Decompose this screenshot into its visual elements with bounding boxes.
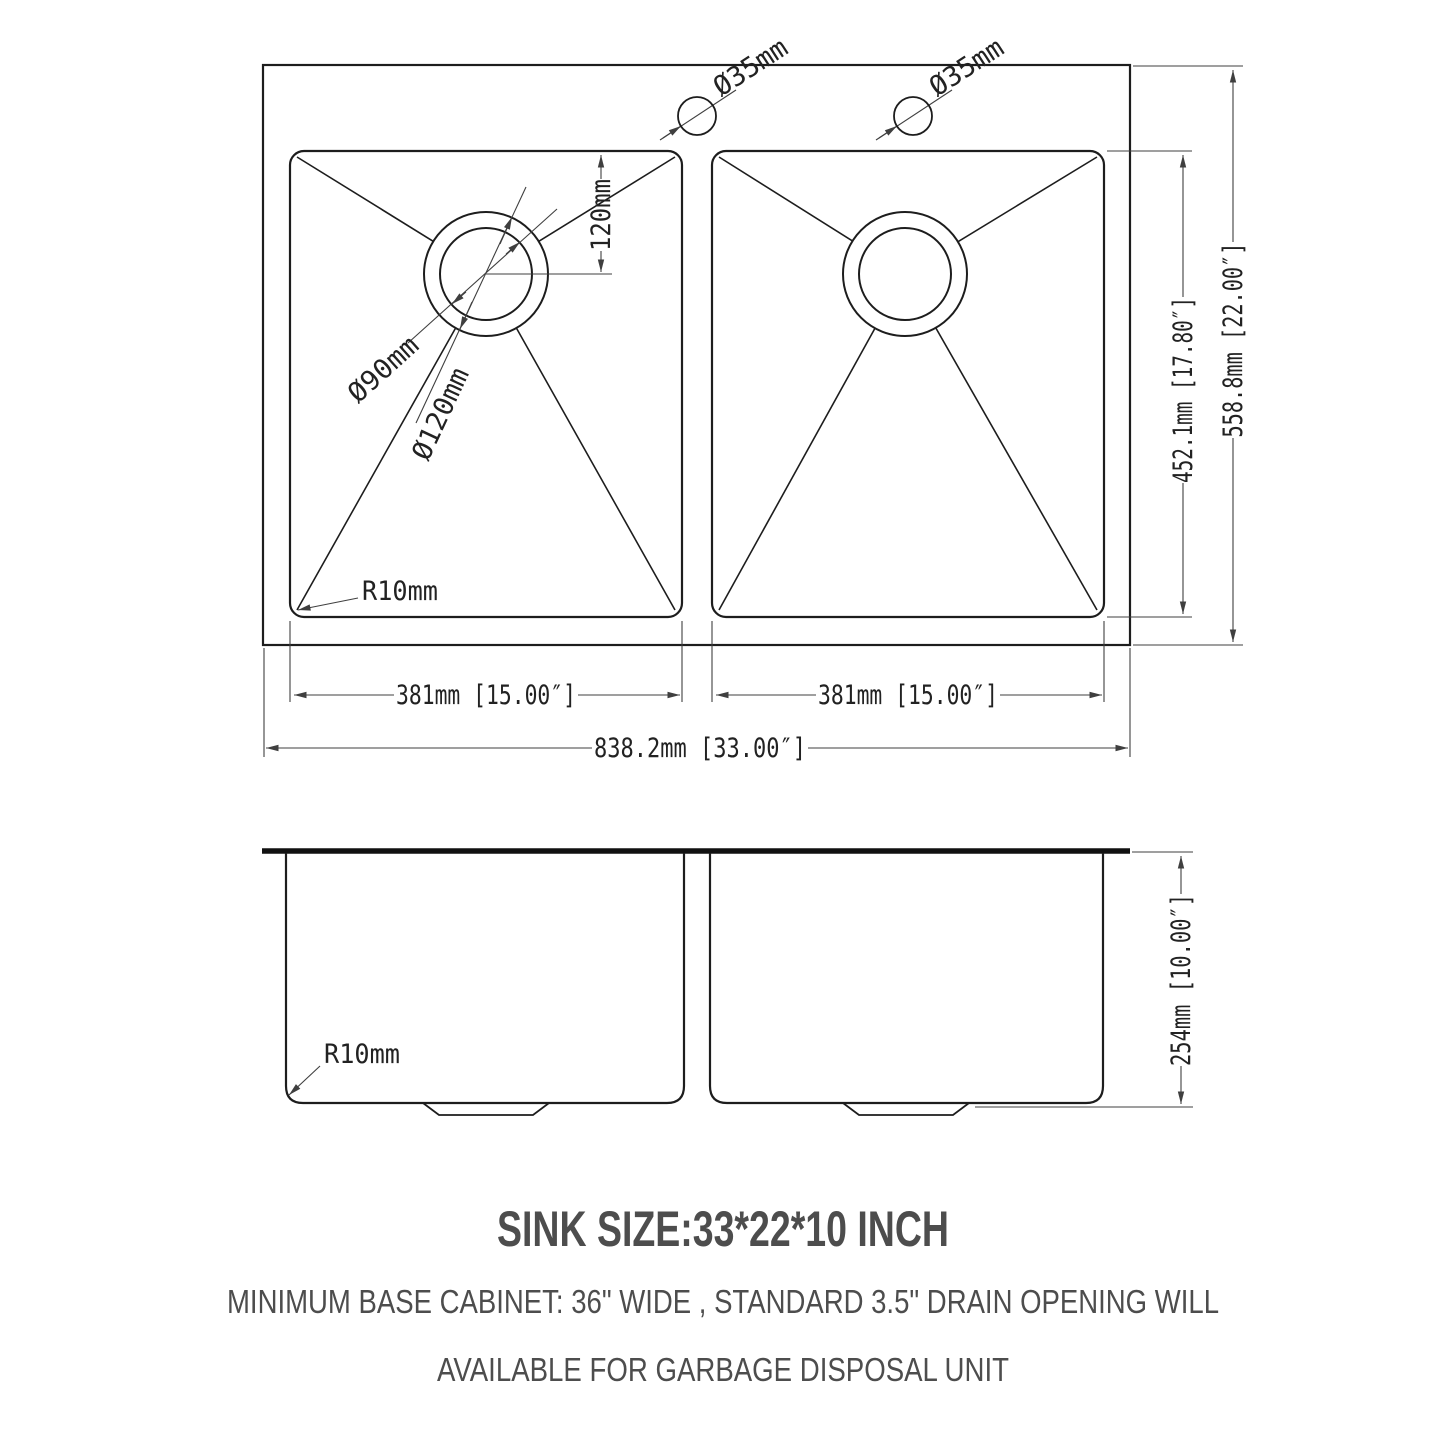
- caption-line1: MINIMUM BASE CABINET: 36" WIDE , STANDARD 3.5" DRAIN OPENING WILL: [227, 1283, 1219, 1320]
- faucet-hole-left-label: Ø35mm: [707, 32, 793, 103]
- overall-depth-label: 558.8mm [22.00″]: [1218, 177, 1249, 438]
- faucet-hole-right-label: Ø35mm: [923, 32, 1009, 103]
- drain-offset-label: 120mm: [586, 169, 617, 251]
- corner-radius-label-side: R10mm: [324, 1039, 400, 1070]
- caption-title: SINK SIZE:33*22*10 INCH: [497, 1201, 949, 1257]
- left-bowl-width-label: 381mm [15.00″]: [396, 680, 576, 711]
- drain-inner-diameter-label: Ø90mm: [341, 331, 424, 410]
- caption-line2: AVAILABLE FOR GARBAGE DISPOSAL UNIT: [437, 1351, 1009, 1388]
- bowl-depth-label: 452.1mm [17.80″]: [1168, 222, 1199, 483]
- drain-outer-diameter-label: Ø120mm: [406, 363, 476, 465]
- right-bowl-width-label: 381mm [15.00″]: [818, 680, 998, 711]
- right-drain-outer: [843, 212, 967, 336]
- overall-width-label: 838.2mm [33.00″]: [594, 733, 806, 764]
- corner-radius-label-top: R10mm: [362, 576, 438, 607]
- sink-depth-label: 254mm [10.00″]: [1166, 838, 1197, 1066]
